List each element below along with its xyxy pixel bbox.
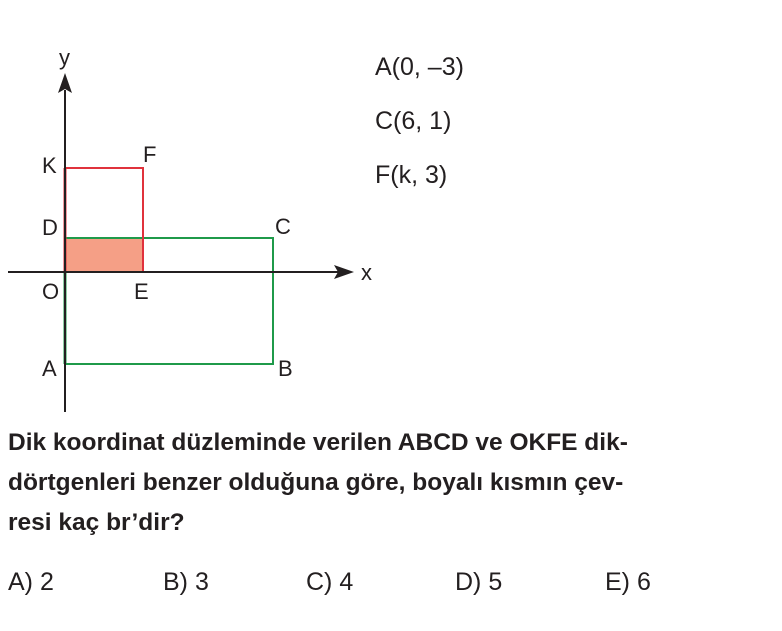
shaded-region: [65, 238, 143, 272]
point-label-o: O: [42, 279, 60, 304]
coordinate-diagram: [0, 0, 400, 420]
point-label-c: C: [275, 214, 291, 239]
question-line: dörtgenleri benzer olduğuna göre, boyalı kısmın çev-: [8, 469, 624, 496]
point-label-e: E: [134, 279, 149, 304]
choice-a[interactable]: A) 2: [8, 568, 54, 596]
choice-d[interactable]: D) 5: [455, 568, 503, 596]
point-label-d: D: [42, 215, 58, 240]
choice-e[interactable]: E) 6: [605, 568, 651, 596]
choice-b[interactable]: B) 3: [163, 568, 209, 596]
axis-label-x: x: [361, 260, 372, 285]
given-point-c: C(6, 1): [375, 107, 452, 135]
given-point-a: A(0, –3): [375, 53, 464, 81]
question-text: [8, 423, 778, 543]
point-label-b: B: [278, 356, 293, 381]
given-point-f: F(k, 3): [375, 161, 448, 189]
point-label-a: A: [42, 356, 57, 381]
choice-c[interactable]: C) 4: [306, 568, 354, 596]
question-line: Dik koordinat düzleminde verilen ABCD ve OKFE dik-: [8, 429, 628, 456]
axis-label-y: y: [59, 45, 70, 70]
question-line: resi kaç br’dir?: [8, 509, 185, 536]
point-label-k: K: [42, 153, 57, 178]
point-label-f: F: [143, 142, 157, 167]
